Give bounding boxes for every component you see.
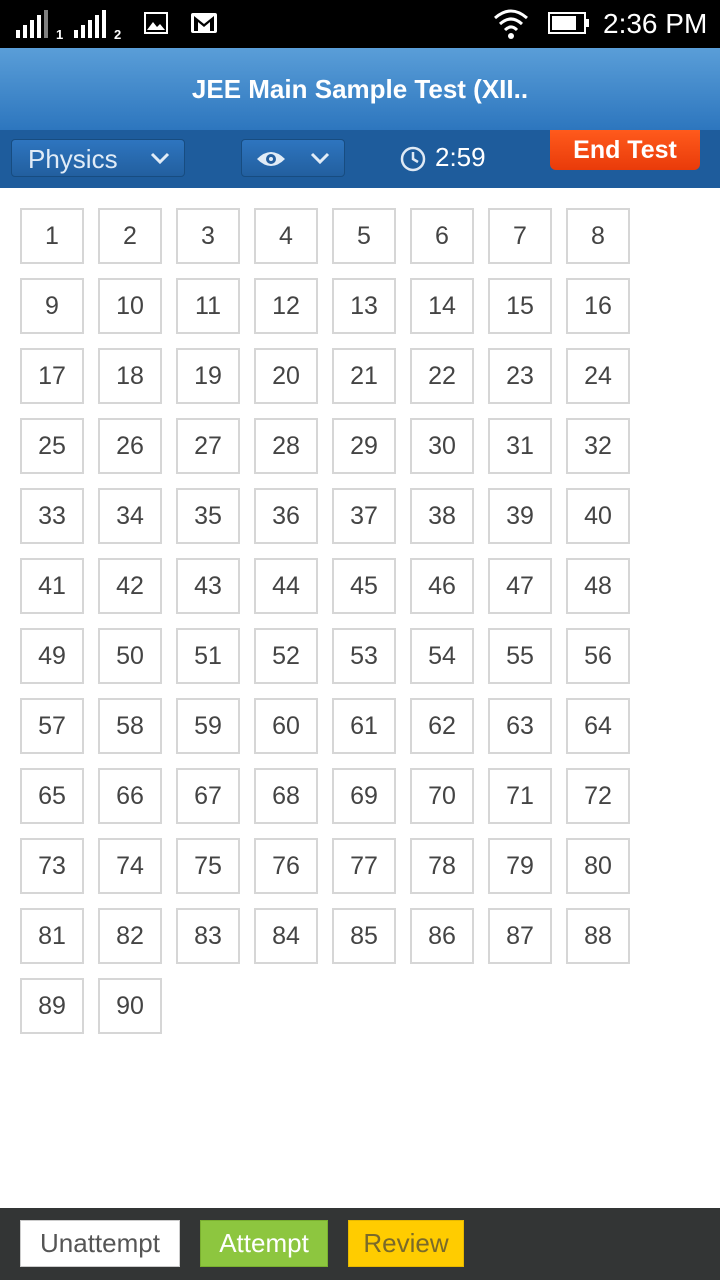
question-number-button[interactable]: 78	[410, 838, 474, 894]
test-toolbar	[0, 130, 720, 188]
question-number-button[interactable]: 44	[254, 558, 318, 614]
question-number-button[interactable]: 49	[20, 628, 84, 684]
status-clock: 2:36 PM	[603, 8, 708, 39]
question-number-button[interactable]: 65	[20, 768, 84, 824]
question-number-button[interactable]: 29	[332, 418, 396, 474]
question-number-button[interactable]: 51	[176, 628, 240, 684]
question-number-button[interactable]: 15	[488, 278, 552, 334]
question-number-button[interactable]: 71	[488, 768, 552, 824]
question-number-button[interactable]: 42	[98, 558, 162, 614]
eye-icon	[256, 150, 286, 168]
question-number-button[interactable]: 31	[488, 418, 552, 474]
question-number-button[interactable]: 12	[254, 278, 318, 334]
question-number-button[interactable]: 85	[332, 908, 396, 964]
question-number-button[interactable]: 36	[254, 488, 318, 544]
question-number-button[interactable]: 56	[566, 628, 630, 684]
question-number-button[interactable]: 21	[332, 348, 396, 404]
status-legend	[0, 1208, 720, 1280]
question-number-button[interactable]: 45	[332, 558, 396, 614]
question-number-button[interactable]: 52	[254, 628, 318, 684]
question-number-button[interactable]: 47	[488, 558, 552, 614]
question-number-button[interactable]: 35	[176, 488, 240, 544]
question-number-button[interactable]: 64	[566, 698, 630, 754]
question-number-button[interactable]: 40	[566, 488, 630, 544]
question-number-button[interactable]: 37	[332, 488, 396, 544]
question-number-button[interactable]: 83	[176, 908, 240, 964]
question-number-button[interactable]: 25	[20, 418, 84, 474]
question-number-button[interactable]: 14	[410, 278, 474, 334]
battery-icon	[548, 12, 590, 34]
question-number-button[interactable]: 2	[98, 208, 162, 264]
clock-icon	[400, 146, 426, 172]
question-number-button[interactable]: 6	[410, 208, 474, 264]
question-number-button[interactable]: 72	[566, 768, 630, 824]
question-number-button[interactable]: 23	[488, 348, 552, 404]
question-number-button[interactable]: 38	[410, 488, 474, 544]
question-number-button[interactable]: 67	[176, 768, 240, 824]
question-number-button[interactable]: 70	[410, 768, 474, 824]
question-number-button[interactable]: 5	[332, 208, 396, 264]
question-number-button[interactable]: 27	[176, 418, 240, 474]
question-number-button[interactable]: 53	[332, 628, 396, 684]
question-number-button[interactable]: 75	[176, 838, 240, 894]
legend-review[interactable]: Review	[348, 1220, 464, 1267]
question-number-button[interactable]: 69	[332, 768, 396, 824]
question-number-button[interactable]: 11	[176, 278, 240, 334]
image-icon	[144, 12, 168, 34]
chevron-down-icon	[310, 151, 330, 165]
question-number-button[interactable]: 33	[20, 488, 84, 544]
question-number-button[interactable]: 20	[254, 348, 318, 404]
question-number-button[interactable]: 54	[410, 628, 474, 684]
question-number-button[interactable]: 68	[254, 768, 318, 824]
question-number-button[interactable]: 19	[176, 348, 240, 404]
question-number-button[interactable]: 7	[488, 208, 552, 264]
question-number-button[interactable]: 1	[20, 208, 84, 264]
question-number-button[interactable]: 57	[20, 698, 84, 754]
question-number-button[interactable]: 39	[488, 488, 552, 544]
question-palette	[20, 208, 640, 1034]
wifi-icon	[492, 6, 530, 42]
question-number-button[interactable]: 46	[410, 558, 474, 614]
question-number-button[interactable]: 34	[98, 488, 162, 544]
question-number-button[interactable]: 84	[254, 908, 318, 964]
question-number-button[interactable]: 8	[566, 208, 630, 264]
question-number-button[interactable]: 41	[20, 558, 84, 614]
view-filter-dropdown[interactable]	[241, 139, 345, 177]
question-number-button[interactable]: 63	[488, 698, 552, 754]
question-number-button[interactable]: 62	[410, 698, 474, 754]
question-number-button[interactable]: 50	[98, 628, 162, 684]
question-number-button[interactable]: 17	[20, 348, 84, 404]
question-number-button[interactable]: 58	[98, 698, 162, 754]
question-number-button[interactable]: 76	[254, 838, 318, 894]
sim2-label: 2	[114, 27, 122, 42]
question-number-button[interactable]: 48	[566, 558, 630, 614]
question-number-button[interactable]: 89	[20, 978, 84, 1034]
question-number-button[interactable]: 30	[410, 418, 474, 474]
page-title: JEE Main Sample Test (XII..	[191, 74, 529, 104]
end-test-button[interactable]: End Test	[550, 130, 700, 170]
question-number-button[interactable]: 32	[566, 418, 630, 474]
question-number-button[interactable]: 16	[566, 278, 630, 334]
question-number-button[interactable]: 86	[410, 908, 474, 964]
signal-icon	[74, 10, 108, 38]
question-number-button[interactable]: 22	[410, 348, 474, 404]
question-number-button[interactable]: 73	[20, 838, 84, 894]
question-number-button[interactable]: 61	[332, 698, 396, 754]
question-number-button[interactable]: 26	[98, 418, 162, 474]
question-number-button[interactable]: 79	[488, 838, 552, 894]
signal-icon	[16, 10, 50, 38]
question-number-button[interactable]: 74	[98, 838, 162, 894]
question-number-button[interactable]: 13	[332, 278, 396, 334]
question-number-button[interactable]: 10	[98, 278, 162, 334]
question-number-button[interactable]: 28	[254, 418, 318, 474]
question-number-button[interactable]: 59	[176, 698, 240, 754]
remaining-time: 2:59	[435, 142, 486, 172]
question-number-button[interactable]: 66	[98, 768, 162, 824]
question-number-button[interactable]: 9	[20, 278, 84, 334]
question-number-button[interactable]: 77	[332, 838, 396, 894]
title-bar	[0, 48, 720, 130]
sim1-label: 1	[56, 27, 64, 42]
question-number-button[interactable]: 55	[488, 628, 552, 684]
legend-unattempt[interactable]: Unattempt	[20, 1220, 180, 1267]
question-number-button[interactable]: 24	[566, 348, 630, 404]
question-number-button[interactable]: 81	[20, 908, 84, 964]
question-number-button[interactable]: 80	[566, 838, 630, 894]
question-number-button[interactable]: 82	[98, 908, 162, 964]
question-number-button[interactable]: 4	[254, 208, 318, 264]
question-number-button[interactable]: 90	[98, 978, 162, 1034]
question-number-button[interactable]: 88	[566, 908, 630, 964]
question-number-button[interactable]: 43	[176, 558, 240, 614]
gmail-icon	[190, 12, 218, 34]
subject-dropdown-label: Physics	[28, 144, 118, 174]
subject-dropdown[interactable]	[11, 139, 185, 177]
question-number-button[interactable]: 60	[254, 698, 318, 754]
chevron-down-icon	[150, 151, 170, 165]
question-number-button[interactable]: 18	[98, 348, 162, 404]
question-number-button[interactable]: 87	[488, 908, 552, 964]
status-bar	[0, 0, 720, 48]
question-number-button[interactable]: 3	[176, 208, 240, 264]
legend-attempt[interactable]: Attempt	[200, 1220, 328, 1267]
